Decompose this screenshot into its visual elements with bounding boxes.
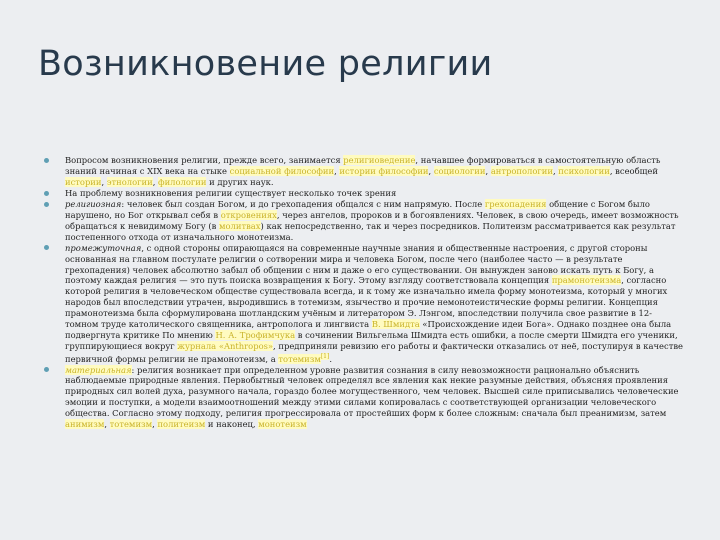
text: , xyxy=(428,165,434,176)
italic-term: промежуточная xyxy=(65,242,142,253)
link[interactable]: тотемизм xyxy=(109,419,153,430)
text: в сочинении Вильгельма Шмидта есть ошибки, а после смерти Шмидта его ученики, группирующиеся вокруг xyxy=(65,330,678,351)
link[interactable]: социальной философии xyxy=(229,165,335,176)
bullet-dot-icon xyxy=(44,245,49,250)
text: и других наук. xyxy=(206,176,274,187)
text: ) как непосредственно, так и через посредников. Политеизм рассматривается как результат постепенного отхода от изначального монотеизма. xyxy=(65,220,676,242)
link[interactable]: политеизм xyxy=(157,419,206,430)
link[interactable]: филологии xyxy=(158,176,207,187)
link[interactable]: анимизм xyxy=(65,419,105,430)
bullet-list xyxy=(44,155,684,430)
text: и наконец, xyxy=(205,419,259,430)
link[interactable]: психологии xyxy=(558,165,610,176)
link[interactable]: откровениях xyxy=(220,210,277,221)
text: , начавшее формироваться в самостоятельную область знаний начиная с XIX века на стыке xyxy=(65,155,661,176)
text: , через ангелов, пророков и в богоявлениях. Человек, в свою очередь, имеет возможность обращаться к невидимому Богу (в xyxy=(65,210,679,231)
text: : религия возникает при определенном уровне развития сознания в силу невозможности рационально объяснить наблюдаемые природные явления. Первобытный человек определял все явления как некие разумные действия, объясняя проявления природных сил волей духа, разумного начала, гораздо более могущественного, чем человек. Высшей силе приписывались человеческие эмоции и поступки, а модели взаимоотношений между этими силами копировалась с соответствующей организации человеческого общества. Согласно этому подходу, религия прогрессировала от простейших форм к более сложным: сначала был преанимизм, затем xyxy=(65,364,679,419)
bullet-item xyxy=(44,155,684,188)
slide-title: Возникновение религии xyxy=(38,44,493,84)
link[interactable]: этнологии xyxy=(106,176,153,187)
link[interactable]: молитвах xyxy=(219,220,261,231)
bullet-dot-icon xyxy=(44,367,49,372)
link[interactable]: монотеизм xyxy=(258,419,307,430)
bullet-item xyxy=(44,188,684,199)
link[interactable]: социологии xyxy=(433,165,486,176)
text: , xyxy=(334,165,340,176)
link[interactable]: тотемизм xyxy=(278,353,321,364)
footnote-link[interactable]: [1] xyxy=(320,352,330,360)
text: , с одной стороны опирающаяся на современные научные знания и общественные настроения, с другой стороны основанная на главном постулате религии о сотворении мира и человека Богом, после чего (наиболее часто — в результате грехопадения) человек абсолютно забыл об общении с ним и даже о его существовании. Он вынужден заново искать путь к Богу, а поэтому каждая религия — это путь поиска возвращения к Богу. Этому взгляду соответствовала концепция xyxy=(65,242,654,286)
bullet-item xyxy=(44,243,684,365)
link[interactable]: антропологии xyxy=(490,165,553,176)
text: , всеобщей xyxy=(609,165,658,176)
text: , xyxy=(552,165,559,176)
text: , xyxy=(152,176,159,187)
text: , xyxy=(485,165,491,176)
link[interactable]: Н. А. Трофимчука xyxy=(215,330,296,340)
text: , xyxy=(152,419,158,430)
text: : человек был создан Богом, и до грехопадения общался с ним напрямую. После xyxy=(121,199,485,210)
bullet-dot-icon xyxy=(44,191,49,196)
text: , предприняли ревизию его работы и фактически отказались от неё, постулируя в качестве первичной формы религии не прамонотеизм, а xyxy=(65,340,683,364)
link[interactable]: В. Шмидта xyxy=(371,319,420,330)
text: . xyxy=(329,353,333,364)
link[interactable]: прамонотеизма xyxy=(551,275,622,286)
bullet-item xyxy=(44,199,684,243)
link[interactable]: журнала «Anthropos» xyxy=(177,340,274,351)
text: Вопросом возникновения религии, прежде всего, занимается xyxy=(65,155,344,165)
bullet-dot-icon xyxy=(44,202,49,207)
link[interactable]: материальная xyxy=(65,364,132,375)
text: общение с Богом было нарушено, но Бог открывал себя в xyxy=(65,199,650,221)
text: , xyxy=(104,419,110,430)
bullet-item xyxy=(44,365,684,430)
link[interactable]: грехопадения xyxy=(484,199,547,210)
text: , xyxy=(101,176,107,187)
link[interactable]: истории xyxy=(65,176,102,187)
text: , согласно которой религия в человеческом обществе существовала всегда, и к тому же изначально имела форму монотеизма, который у многих народов был впоследствии утрачен, выродившись в тотемизм, язычество и прочие немонотеистические формы религии. Концепция прамонотеизма была сформулирована шотландским учёным и литератором Э. Лэнгом, впоследствии получила свое развитие в 12-томном труде католического священника, антрополога и лингвиста xyxy=(65,275,668,330)
bullet-dot-icon xyxy=(44,158,49,163)
link[interactable]: истории философии xyxy=(339,165,429,176)
text: На проблему возникновения религии существует несколько точек зрения xyxy=(65,188,397,199)
text: «Происхождение идеи Бога». Однако позднее она была подвергнута критике По мнению xyxy=(65,319,672,340)
italic-term: религиозная xyxy=(65,199,122,210)
link[interactable]: религиоведение xyxy=(343,155,416,165)
